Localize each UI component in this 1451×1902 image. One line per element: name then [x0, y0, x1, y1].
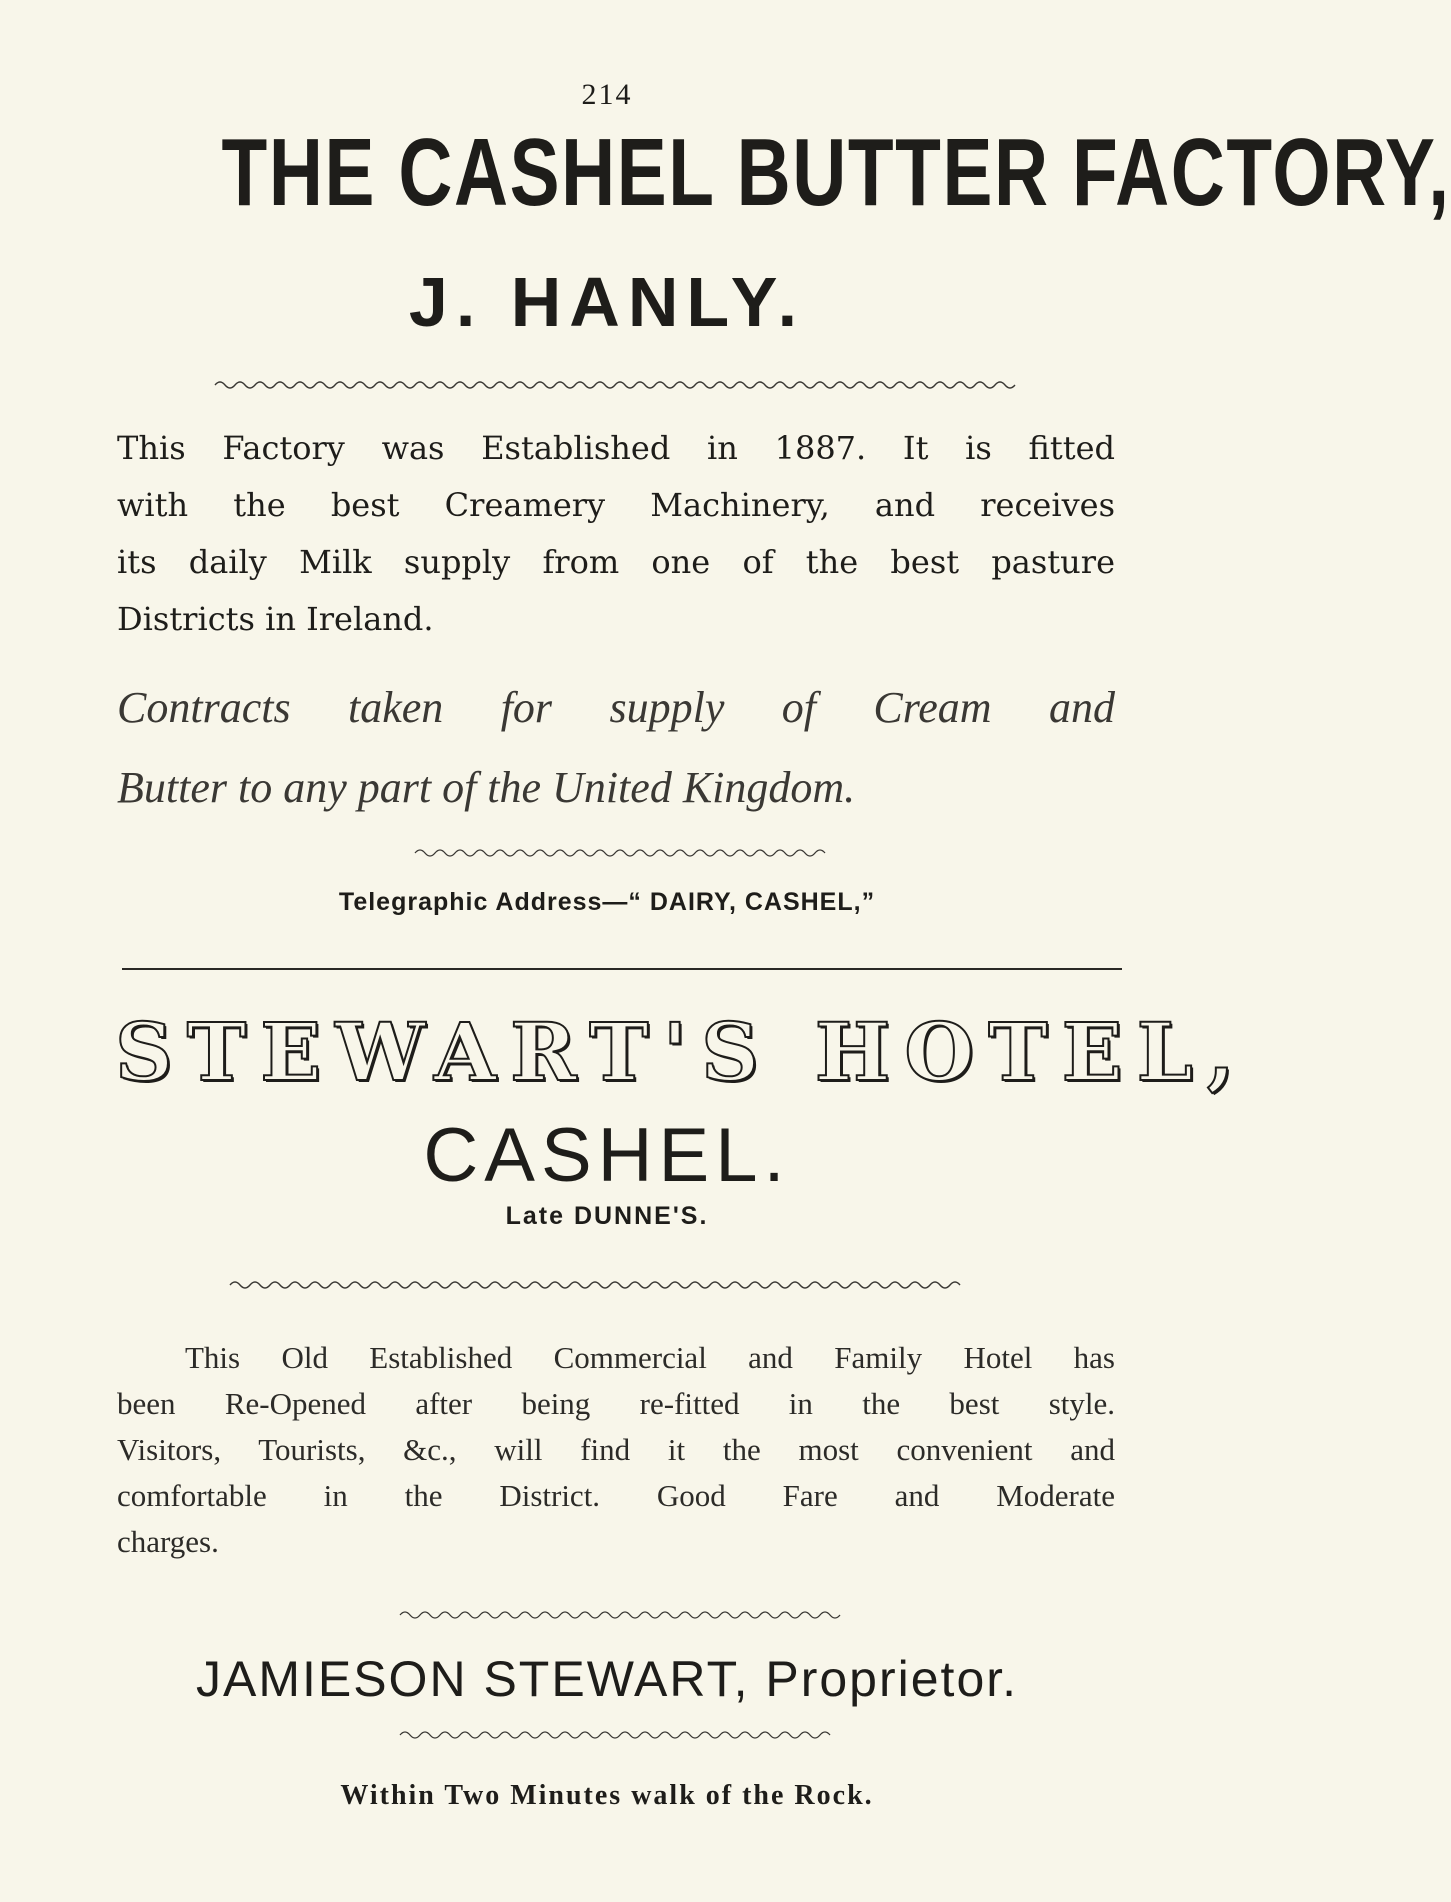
hotel-description-line: charges. [117, 1524, 219, 1559]
contracts-notice [117, 668, 1115, 828]
factory-description-line: Districts in Ireland. [117, 600, 434, 638]
hotel-former-name: Late DUNNE'S. [505, 1202, 709, 1230]
factory-description [117, 420, 1115, 648]
wavy-divider [230, 1278, 990, 1292]
contracts-line: Contracts taken for supply of Cream and [117, 683, 1115, 732]
hotel-proprietor: JAMIESON STEWART, Proprietor. [195, 1651, 1019, 1707]
hotel-city: CASHEL. [423, 1113, 791, 1198]
wavy-divider [215, 378, 1005, 392]
factory-description-line: with the best Creamery Machinery, and receives [117, 486, 1115, 524]
wavy-divider [415, 846, 825, 860]
hotel-location-note: Within Two Minutes walk of the Rock. [340, 1780, 874, 1811]
hotel-description-line: comfortable in the District. Good Fare and Moderate [117, 1478, 1115, 1513]
factory-description-line: its daily Milk supply from one of the best pasture [117, 543, 1115, 581]
section-divider [122, 968, 1122, 970]
page-number: 214 [581, 78, 633, 111]
hotel-description-line: Visitors, Tourists, &c., will find it the most convenient and [117, 1432, 1115, 1467]
factory-description-line: This Factory was Established in 1887. It is fitted [117, 429, 1115, 467]
wavy-divider [400, 1728, 830, 1742]
factory-owner: J. HANLY. [408, 263, 806, 341]
telegraphic-address: Telegraphic Address—“ DAIRY, CASHEL,” [338, 888, 876, 916]
hotel-title: STEWART'S HOTEL, [115, 1005, 1249, 1099]
hotel-description-line: This Old Established Commercial and Family Hotel has [185, 1340, 1115, 1375]
contracts-line: Butter to any part of the United Kingdom. [117, 763, 856, 812]
wavy-divider [400, 1608, 840, 1622]
hotel-description-line: been Re-Opened after being re-fitted in the best style. [117, 1386, 1115, 1421]
factory-title: THE CASHEL BUTTER FACTORY, [221, 119, 1451, 226]
hotel-description [117, 1335, 1115, 1565]
